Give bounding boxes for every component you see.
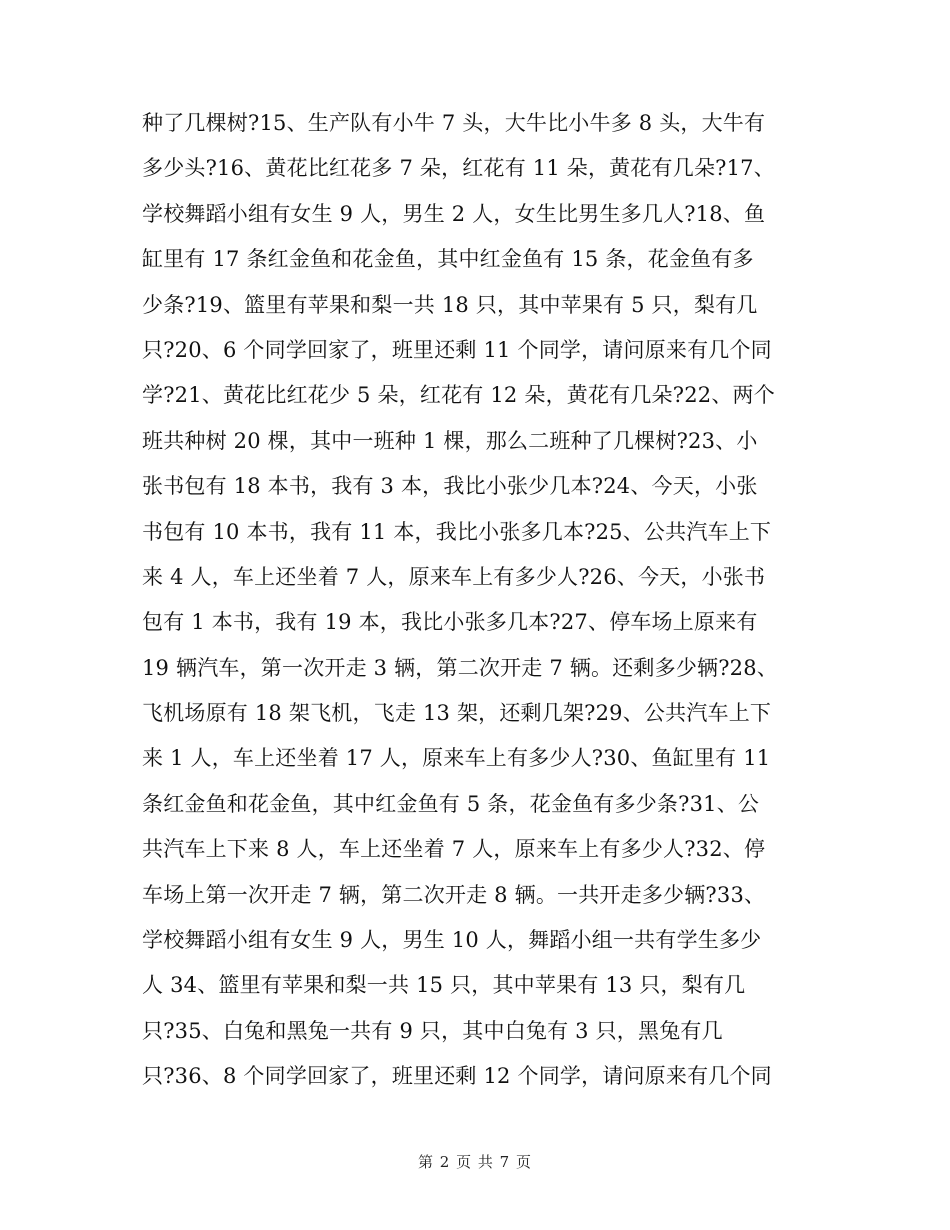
text-line: 书包有 10 本书，我有 11 本，我比小张多几本?25、公共汽车上下 xyxy=(142,519,772,544)
text-line: 张书包有 18 本书，我有 3 本，我比小张少几本?24、今天，小张 xyxy=(142,474,758,499)
text-line: 种了几棵树?15、生产队有小牛 7 头，大牛比小牛多 8 头，大牛有 xyxy=(142,111,766,135)
page-footer: 第 2 页 共 7 页 xyxy=(418,1153,532,1171)
text-line: 多少头?16、黄花比红花多 7 朵，红花有 11 朵，黄花有几朵?17、 xyxy=(142,156,775,181)
text-line: 缸里有 17 条红金鱼和花金鱼，其中红金鱼有 15 条，花金鱼有多 xyxy=(142,247,754,272)
text-line: 车场上第一次开走 7 辆，第二次开走 8 辆。一共开走多少辆?33、 xyxy=(142,882,766,907)
text-line: 包有 1 本书，我有 19 本，我比小张多几本?27、停车场上原来有 xyxy=(142,610,758,635)
text-line: 19 辆汽车，第一次开走 3 辆，第二次开走 7 辆。还剩多少辆?28、 xyxy=(142,655,778,680)
text-line: 只?36、8 个同学回家了，班里还剩 12 个同学，请问原来有几个同 xyxy=(142,1064,772,1089)
text-line: 共汽车上下来 8 人，车上还坐着 7 人，原来车上有多少人?32、停 xyxy=(142,837,766,862)
text-line: 少条?19、篮里有苹果和梨一共 18 只，其中苹果有 5 只，梨有几 xyxy=(142,292,758,317)
text-line: 班共种树 20 棵，其中一班种 1 棵，那么二班种了几棵树?23、小 xyxy=(142,428,758,453)
text-line: 只?20、6 个同学回家了，班里还剩 11 个同学，请问原来有几个同 xyxy=(142,337,772,362)
text-line: 人 34、篮里有苹果和梨一共 15 只，其中苹果有 13 只，梨有几 xyxy=(142,973,746,998)
body-text xyxy=(142,101,808,1100)
text-line: 来 4 人，车上还坐着 7 人，原来车上有多少人?26、今天，小张书 xyxy=(142,564,766,589)
text-line: 来 1 人，车上还坐着 17 人，原来车上有多少人?30、鱼缸里有 11 xyxy=(142,746,771,771)
text-line: 条红金鱼和花金鱼，其中红金鱼有 5 条，花金鱼有多少条?31、公 xyxy=(142,791,760,816)
text-line: 只?35、白兔和黑兔一共有 9 只，其中白兔有 3 只，黑兔有几 xyxy=(142,1018,723,1043)
text-line: 学?21、黄花比红花少 5 朵，红花有 12 朵，黄花有几朵?22、两个 xyxy=(142,383,775,408)
text-line: 学校舞蹈小组有女生 9 人，男生 2 人，女生比男生多几人?18、鱼 xyxy=(142,201,766,226)
text-line: 飞机场原有 18 架飞机，飞走 13 架，还剩几架?29、公共汽车上下 xyxy=(142,701,772,726)
text-line: 学校舞蹈小组有女生 9 人，男生 10 人，舞蹈小组一共有学生多少 xyxy=(142,928,762,953)
